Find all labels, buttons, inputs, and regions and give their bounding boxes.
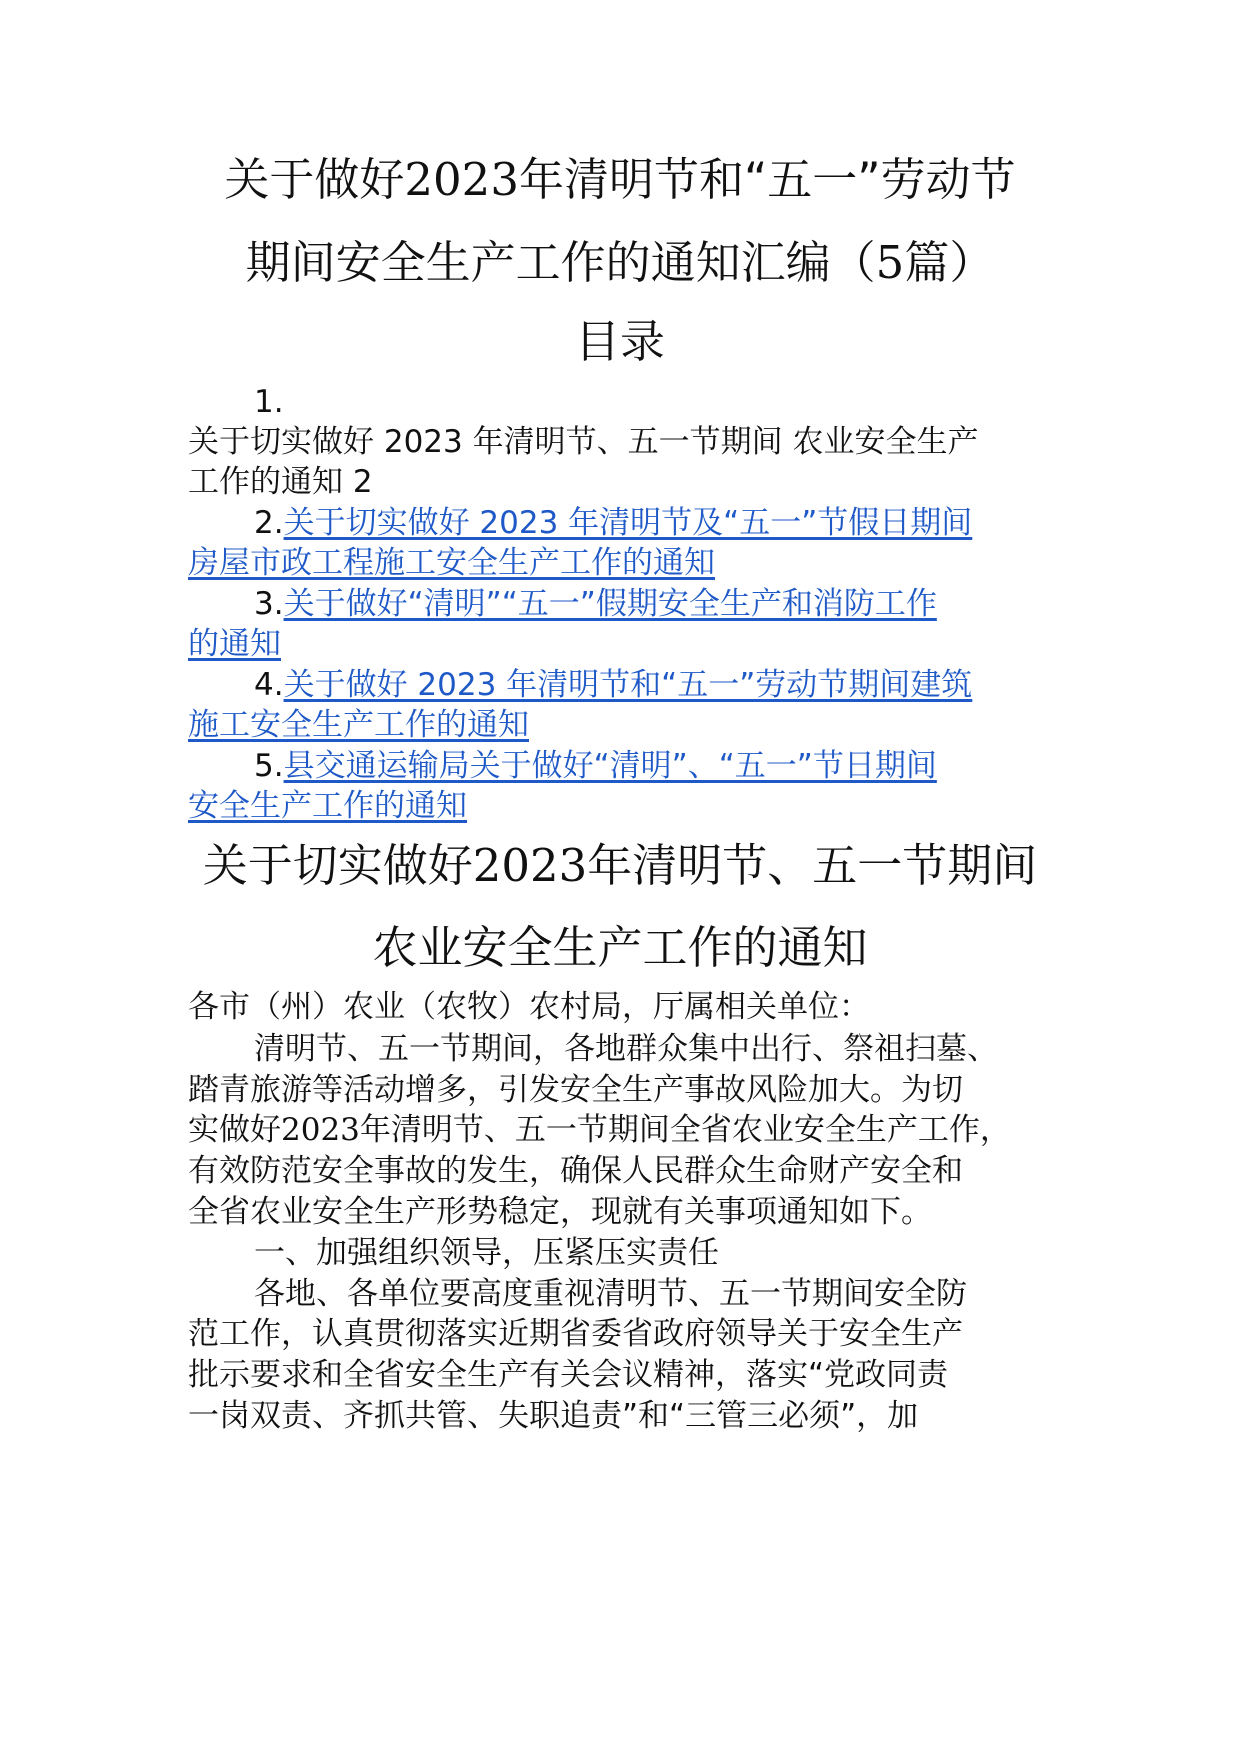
toc-item-2-number: 2. (254, 505, 284, 541)
toc-item-3 (254, 582, 1134, 626)
paragraph-1-line-1: 清明节、五一节期间，各地群众集中出行、祭祖扫墓、 (254, 1031, 998, 1067)
toc-item-4-link[interactable]: 关于做好 2023 年清明节和“五一”劳动节期间建筑 (283, 667, 973, 703)
salutation: 各市（州）农业（农牧）农村局，厅属相关单位： (188, 989, 870, 1025)
paragraph-2-line-2: 范工作，认真贯彻落实近期省委省政府领导关于安全生产 (188, 1316, 963, 1352)
toc-item-4 (254, 663, 1134, 707)
toc-item-1-number: 1. (254, 384, 284, 420)
toc-item-4-number: 4. (254, 667, 284, 703)
document-title-line-2: 期间安全生产工作的通知汇编（5篇） (245, 236, 995, 289)
toc-item-2-link[interactable]: 关于切实做好 2023 年清明节及“五一”节假日期间 (283, 505, 973, 541)
toc-item-1-line-2[interactable]: 工作的通知 2 (188, 464, 373, 500)
paragraph-2-line-1: 各地、各单位要高度重视清明节、五一节期间安全防 (254, 1276, 967, 1312)
document-title-line-1: 关于做好2023年清明节和“五一”劳动节 (224, 153, 1016, 206)
toc-item-5-line-2 (188, 784, 1068, 828)
toc-item-1-line-1[interactable]: 关于切实做好 2023 年清明节、五一节期间 农业安全生产 (188, 424, 979, 460)
toc-item-5-link[interactable]: 县交通运输局关于做好“清明”、“五一”节日期间 (283, 748, 937, 784)
toc-item-5-number: 5. (254, 748, 284, 784)
paragraph-1-line-5: 全省农业安全生产形势稳定，现就有关事项通知如下。 (188, 1194, 932, 1230)
article-title-line-2: 农业安全生产工作的通知 (372, 921, 868, 974)
toc-item-2-link-cont[interactable]: 房屋市政工程施工安全生产工作的通知 (188, 545, 715, 581)
toc-heading: 目录 (574, 315, 665, 368)
section-heading-1: 一、加强组织领导，压紧压实责任 (254, 1235, 719, 1271)
paragraph-2-line-3: 批示要求和全省安全生产有关会议精神，落实“党政同责 (188, 1357, 949, 1393)
toc-item-5 (254, 744, 1134, 788)
toc-item-3-number: 3. (254, 586, 284, 622)
article-title-line-1: 关于切实做好2023年清明节、五一节期间 (202, 839, 1038, 892)
paragraph-1-line-2: 踏青旅游等活动增多，引发安全生产事故风险加大。为切 (188, 1072, 963, 1108)
paragraph-2-line-4: 一岗双责、齐抓共管、失职追责”和“三管三必须”，加 (188, 1398, 919, 1434)
toc-item-5-link-cont[interactable]: 安全生产工作的通知 (188, 788, 467, 824)
paragraph-1-line-3: 实做好2023年清明节、五一节期间全省农业安全生产工作， (188, 1112, 1011, 1148)
toc-item-3-link[interactable]: 关于做好“清明”“五一”假期安全生产和消防工作 (283, 586, 937, 622)
toc-item-2-line-2 (188, 541, 1068, 585)
toc-item-4-line-2 (188, 703, 1068, 747)
toc-item-3-link-cont[interactable]: 的通知 (188, 626, 281, 662)
toc-item-4-link-cont[interactable]: 施工安全生产工作的通知 (188, 707, 529, 743)
toc-item-2 (254, 501, 1134, 545)
paragraph-1-line-4: 有效防范安全事故的发生，确保人民群众生命财产安全和 (188, 1153, 963, 1189)
toc-item-3-line-2 (188, 622, 1068, 666)
